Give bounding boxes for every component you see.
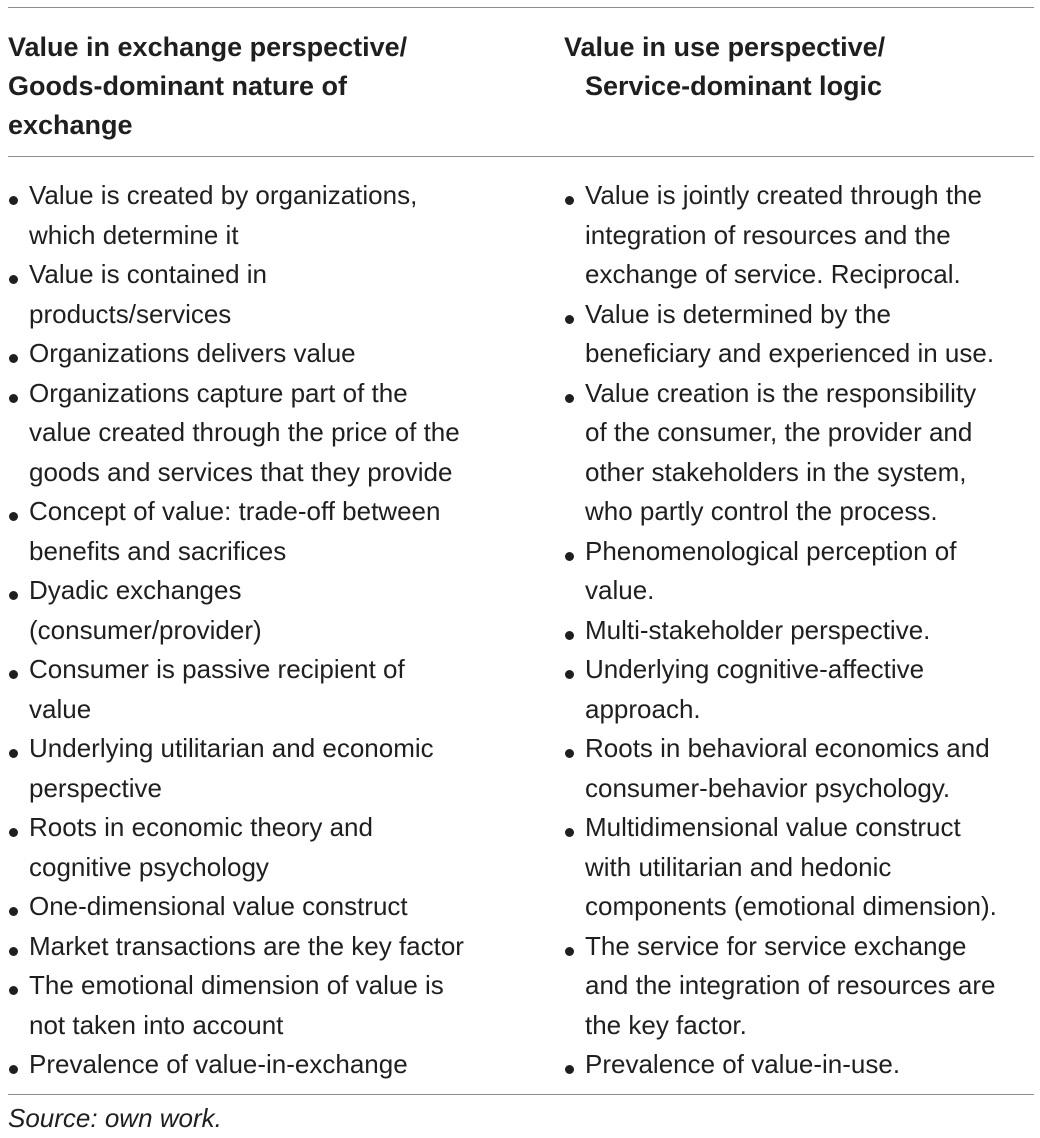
list-item: Concept of value: trade-off between benefits and sacrifices bbox=[8, 492, 564, 571]
list-item: Organizations capture part of the value created through the price of the goods and services that they provide bbox=[8, 374, 564, 493]
header-left-line: Goods-dominant nature of bbox=[8, 71, 347, 101]
header-right-line: Service-dominant logic bbox=[585, 71, 883, 101]
left-bullet-list bbox=[8, 157, 564, 1085]
list-item: Phenomenological perception of value. bbox=[564, 532, 1034, 611]
list-item: Multidimensional value construct with utilitarian and hedonic components (emotional dimension). bbox=[564, 808, 1034, 927]
header-left-title bbox=[8, 8, 564, 145]
list-item: Underlying utilitarian and economic perspective bbox=[8, 729, 564, 808]
table-header-row bbox=[8, 8, 1034, 156]
list-item: Value creation is the responsibility of the consumer, the provider and other stakeholders in the system, who partly control the process. bbox=[564, 374, 1034, 532]
list-item: Underlying cognitive-affective approach. bbox=[564, 650, 1034, 729]
list-item: Roots in economic theory and cognitive psychology bbox=[8, 808, 564, 887]
list-item: Market transactions are the key factor bbox=[8, 927, 564, 967]
body-left-cell bbox=[8, 157, 564, 1094]
list-item: The emotional dimension of value is not taken into account bbox=[8, 966, 564, 1045]
list-item: Prevalence of value-in-use. bbox=[564, 1045, 1034, 1085]
list-item: Roots in behavioral economics and consumer-behavior psychology. bbox=[564, 729, 1034, 808]
comparison-table bbox=[8, 0, 1034, 1135]
list-item: Value is jointly created through the integration of resources and the exchange of service. Reciprocal. bbox=[564, 176, 1034, 295]
table-body-row bbox=[8, 157, 1034, 1094]
header-right-title bbox=[564, 8, 1034, 106]
list-item: Consumer is passive recipient of value bbox=[8, 650, 564, 729]
list-item: Value is created by organizations, which determine it bbox=[8, 176, 564, 255]
list-item: Organizations delivers value bbox=[8, 334, 564, 374]
right-bullet-list bbox=[564, 157, 1034, 1085]
header-left-line: exchange bbox=[8, 110, 133, 140]
list-item: Multi-stakeholder perspective. bbox=[564, 611, 1034, 651]
list-item: Value is contained in products/services bbox=[8, 255, 564, 334]
list-item: Prevalence of value-in-exchange bbox=[8, 1045, 564, 1085]
header-left-cell bbox=[8, 8, 564, 156]
list-item: The service for service exchange and the integration of resources are the key factor. bbox=[564, 927, 1034, 1046]
header-right-cell bbox=[564, 8, 1034, 156]
header-left-line: Value in exchange perspective/ bbox=[8, 32, 408, 62]
list-item: Dyadic exchanges (consumer/provider) bbox=[8, 571, 564, 650]
body-right-cell bbox=[564, 157, 1034, 1094]
list-item: Value is determined by the beneficiary and experienced in use. bbox=[564, 295, 1034, 374]
header-right-line: Value in use perspective/ bbox=[564, 32, 886, 62]
table-source-note: Source: own work. bbox=[8, 1103, 222, 1133]
list-item: One-dimensional value construct bbox=[8, 887, 564, 927]
